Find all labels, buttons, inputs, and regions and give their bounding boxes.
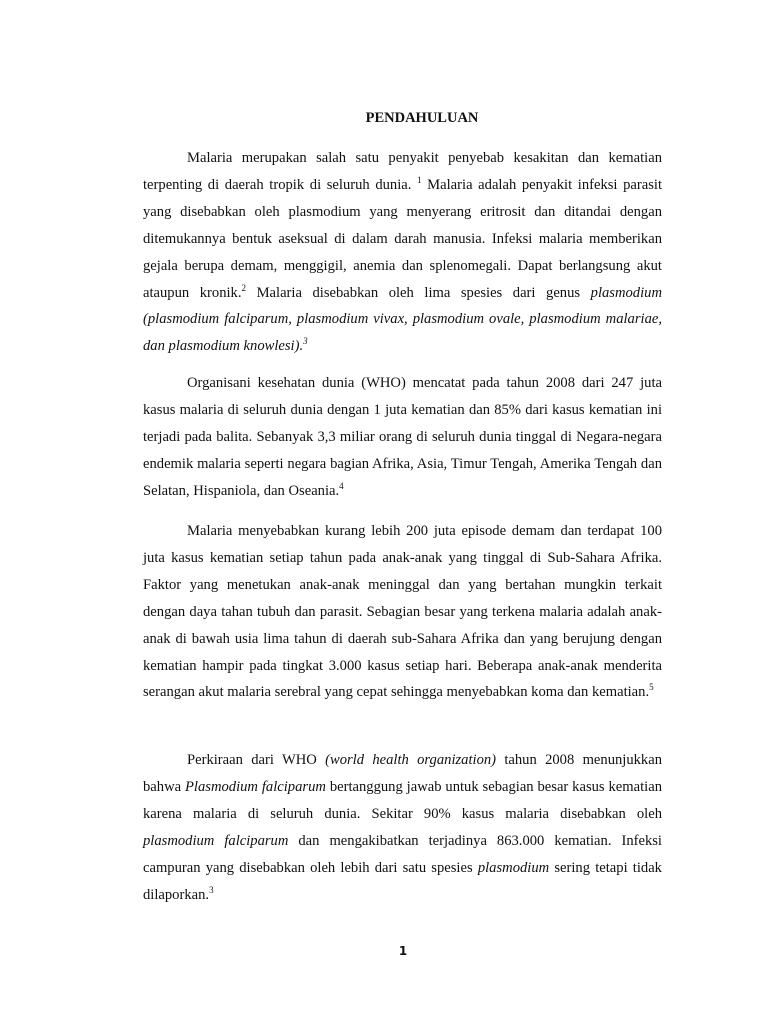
page-number: 1	[398, 944, 408, 958]
footnote-ref: 3	[209, 884, 214, 895]
footnote-ref: 3	[303, 336, 308, 347]
paragraph-4: Perkiraan dari WHO (world health organization) tahun 2008 menunjukkan bahwa Plasmodium falciparum bertanggung jawab untuk sebagian besar kasus kematian karena malaria di seluruh dunia. Sekitar 90% kasus malaria disebabkan oleh plasmodium falciparum dan mengakibatkan terjadinya 863.000 kematian. Infeksi campuran yang disebabkan oleh lebih dari satu spesies plasmodium sering tetapi tidak dilaporkan.$^3$	[143, 752, 663, 903]
paragraph-1: Malaria merupakan salah satu penyakit penyebab kesakitan dan kematian terpenting di daerah tropik di seluruh dunia. $^1$ Malaria adalah penyakit infeksi parasit yang disebabkan oleh plasmodium yang menyerang eritrosit dan ditandai dengan ditemukannya bentuk aseksual di dalam darah manusia. Infeksi malaria memberikan gejala berupa demam, menggigil, anemia dan splenomegali. Dapat berlangsung akut ataupun kronik.$^2$ Malaria disebabkan oleh lima spesies dari genus plasmodium (plasmodium falciparum, plasmodium vivax, plasmodium ovale, plasmodium malariae, dan plasmodium knowlesi).$^3$	[143, 150, 663, 355]
footnote-ref: 1	[417, 174, 422, 185]
footnote-ref: 5	[649, 682, 654, 693]
footnote-ref: 2	[241, 282, 247, 293]
page-title: PENDAHULUAN	[365, 110, 479, 126]
paragraph-3: Malaria menyebabkan kurang lebih 200 juta episode demam dan terdapat 100 juta kasus kematian setiap tahun pada anak-anak yang tinggal di Sub-Sahara Afrika. Faktor yang menetukan anak-anak meninggal dan yang bertahan mungkin terkait dengan daya tahan tubuh dan parasit. Sebagian besar yang terkena malaria adalah anak-anak di bawah usia lima tahun di daerah sub-Sahara Afrika dan yang berujung dengan kematian hampir pada tingkat 3.000 kasus setiap hari. Beberapa anak-anak menderita serangan akut malaria serebral yang cepat sehingga menyebabkan koma dan kematian.$^5$	[143, 523, 662, 701]
footnote-ref: 4	[339, 480, 344, 491]
paragraph-2: Organisani kesehatan dunia (WHO) mencatat pada tahun 2008 dari 247 juta kasus malaria di seluruh dunia dengan 1 juta kematian dan 85% dari kasus kematian ini terjadi pada balita. Sebanyak 3,3 miliar orang di seluruh dunia tinggal di Negara-negara endemik malaria seperti negara bagian Afrika, Asia, Timur Tengah, Amerika Tengah dan Selatan, Hispaniola, dan Oseania.$^4$	[143, 375, 662, 499]
